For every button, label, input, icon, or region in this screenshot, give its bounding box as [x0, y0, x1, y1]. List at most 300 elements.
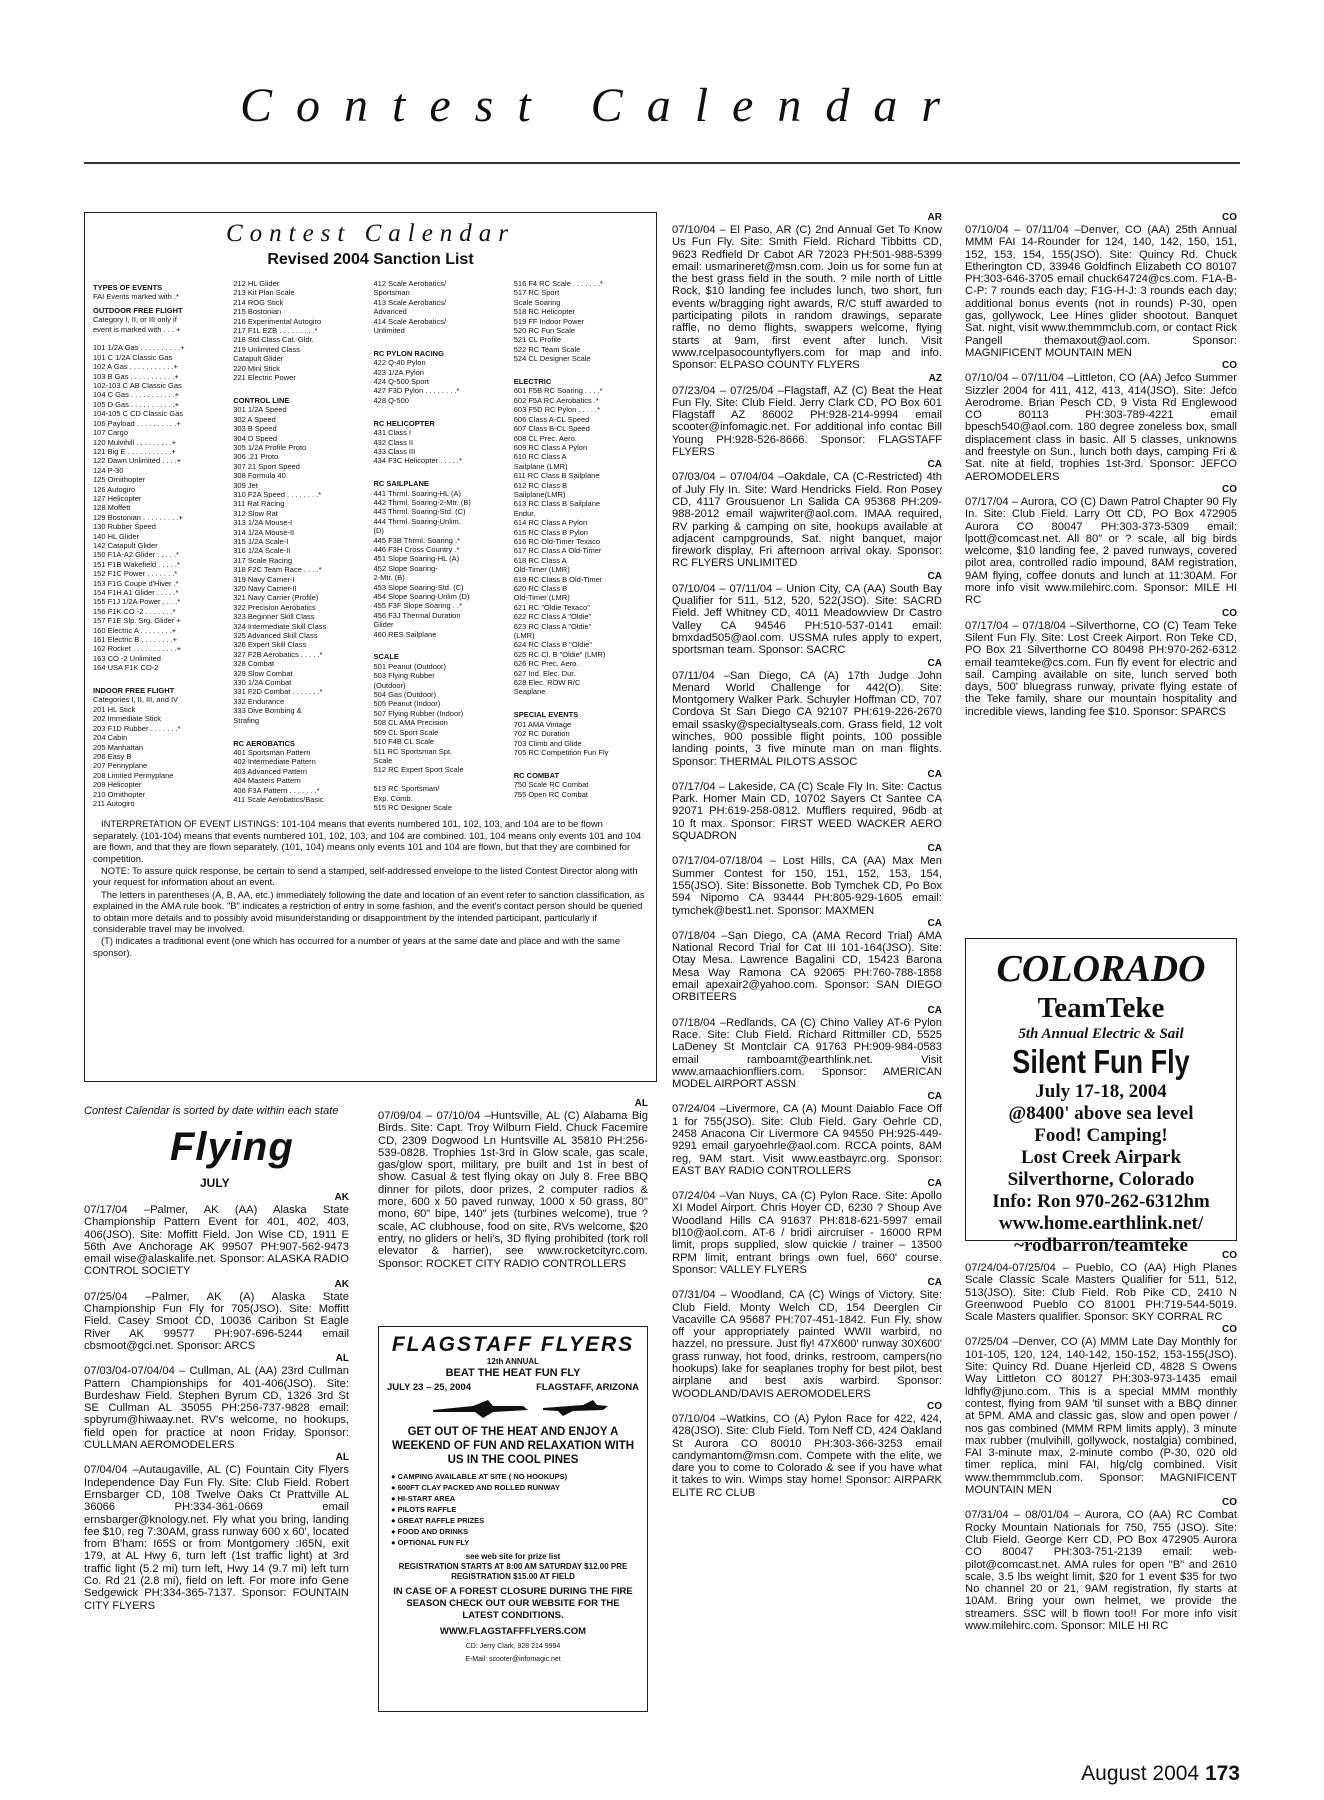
sanction-entry: Exp. Comb. — [373, 793, 413, 803]
flag-ad-bullet-text: HI-START AREA — [397, 1494, 456, 1503]
flag-ad-bullets — [391, 1471, 639, 1548]
sanction-entry: 517 RC Sport — [513, 288, 560, 298]
event-listing: 07/11/04 –San Diego, CA (A) 17th Judge John Menard World Challenge for 442(O). Site: Montgomery Walker Park. Schuyler Hoffman CD, 707 Cordova St San Diego CA 92107 PH:619-226-2670 email ssasky@specialtyseals.com. Grass field, 12 volt winches, 900 possible flight points, 100 possible landing points, 3 five minute man on man flights. Sponsor: THERMAL PILOTS ASSOC — [672, 669, 942, 768]
sanction-entry: 2-Mtr. (B) — [373, 573, 405, 583]
sanction-entry: Advanced — [373, 307, 407, 317]
sanction-entry: 750 Scale RC Combat — [513, 780, 589, 790]
co-ad-food: Food! Camping! — [1034, 1125, 1168, 1146]
sanction-entry: 755 Open RC Combat — [513, 789, 588, 799]
sanction-entry: 703 Climb and Glide — [513, 738, 582, 748]
sanction-entry: SPECIAL EVENTS — [513, 710, 579, 720]
sanction-entry: 215 Bostonian — [233, 307, 282, 317]
sanction-entry: 406 F3A Pattern . . . . . . .* — [233, 785, 320, 795]
page-footer — [1081, 1762, 1240, 1786]
month-label: JULY — [200, 1176, 230, 1190]
state-label: AL — [335, 1452, 349, 1464]
event-column-3 — [672, 212, 942, 1712]
sanction-entry: 162 Rocket . . . . . . . . . . .+ — [93, 644, 182, 654]
sanction-entry: 509 CL Sport Scale — [373, 727, 439, 737]
flag-ad-bullet-text: FOOD AND DRINKS — [397, 1527, 469, 1536]
sanction-entry: 218 Std Class Cat. Gldr. — [233, 335, 314, 345]
sanction-entry: 446 F3H Cross Country .* — [373, 544, 460, 554]
event-listing: 07/17/04 – 07/18/04 –Silverthorne, CO (C) Team Teke Silent Fun Fly. Site: Lost Creek Airport. Ron Teke CD, PO Box 21 Silverthorne CO 80498 PH:970-262-6312 email teamteke@cs.com. Fun fly event for electric and sail. Camping available on site, lunch served both days, 500' bluegrass runway, private flying estate of the Teke family, share our mountain hospitality and incredible views, landing fee $10. Sponsor: SPARCS — [965, 619, 1237, 718]
sanction-entry: 154 F1H A1 Glider . . . . .* — [93, 588, 179, 597]
sanction-entry: 620 RC Class B — [513, 584, 568, 593]
sanction-entry: Sailplane(LMR) — [513, 489, 566, 499]
event-listing: 07/10/04 – 07/11/04 –Denver, CO (AA) 25th Annual MMM FAI 14-Rounder for 124, 140, 142, 150, 151, 152, 153, 154, 155(JSO). Site: Quincy Rd. Chuck Etherington CD, 33946 Goldfinch Elizabeth CO 80107 PH:303-646-3705 email chuck64724@cs.com. F1A-B-C-P: 7 rounds each day; F1G-H-J: 3 rounds each day; additional bonus events (not in rounds) P-30, open gas, gollywock, Lee Hines glider shootout. Banquet Sat. night, visit www.themmmclub.com, or contact Rick Pangell themaxout@aol.com. Sponsor: MAGNIFICENT MOUNTAIN MEN — [965, 224, 1237, 359]
sanction-entry: Category I, II, or III only if — [93, 315, 177, 325]
sanction-entry: 515 RC Designer Scale — [373, 802, 452, 812]
sanction-entry: 433 Class III — [373, 446, 416, 456]
sanction-entry: 302 A Speed — [233, 414, 276, 424]
sanction-entry: 207 Pennyplane — [93, 761, 148, 771]
sanction-entry — [514, 697, 648, 706]
sanction-entry — [514, 364, 648, 373]
state-label: CA — [927, 768, 942, 780]
sanction-entry: 325 Advanced Skill Class — [233, 631, 318, 641]
sanction-entry — [374, 775, 508, 784]
sanction-entry: 507 Flying Rubber (Indoor) — [373, 708, 464, 718]
sanction-entry: 521 CL Profile — [513, 335, 561, 345]
sanction-entry: 306 .21 Proto — [233, 452, 279, 462]
sanction-entry: 130 Rubber Speed — [93, 522, 156, 532]
sanction-entry: 219 Unlimited Class — [233, 344, 300, 354]
sanction-entry: 312 Slow Rat — [233, 508, 278, 518]
sanction-entry: 445 F3B Thrml. Soaring .* — [373, 535, 461, 545]
state-label: AR — [927, 212, 942, 223]
sanction-entry: 122 Dawn Unlimited . . . .+ — [93, 456, 182, 466]
sanction-entry: 329 Slow Combat — [233, 668, 293, 678]
event-listing: 07/31/04 – Woodland, CA (C) Wings of Victory. Site: Club Field. Monty Welch CD, 154 Deerglen Cir Vacaville CA 95687 PH:707-451-1842. Fun Fly, show off your appropriately painted WWII warbird, no hazzel, no pressure. Just fly! 47X600' runway 30X600' grass runway, hot food, drinks, restroom, campers(no hookups) lake for seaplanes trophy for best pilot, best airplane and best axis warbird. Sponsor: WOODLAND/DAVIS AEROMODELERS — [672, 1289, 942, 1400]
sanction-entry: 206 Easy B — [93, 751, 132, 761]
sanction-entry: 202 Immediate Stick — [93, 714, 161, 724]
sanction-entry: 431 Class I — [373, 428, 412, 438]
flag-ad-bullet: ● FOOD AND DRINKS — [391, 1527, 469, 1536]
sanction-entry: RC HELICOPTER — [373, 418, 435, 428]
sanction-entry — [93, 673, 227, 682]
sanction-entry: 128 Moffett — [93, 503, 131, 513]
sanction-entry: 501 Peanut (Outdoor) — [373, 661, 447, 671]
sanction-entry: 460 RES Sailplane — [373, 629, 437, 639]
sanction-entry: 518 RC Helicopter — [513, 307, 576, 317]
sanction-entry: 308 Formula 40 — [233, 471, 286, 481]
sanction-entry: 309 Jet — [233, 480, 258, 490]
event-listing: 07/10/04 – 07/11/04 –Littleton, CO (AA) Jefco Summer Sizzler 2004 for 411, 412, 413, 414(JSO). Site: Jefco Aerodrome. Brian Pesch CD, 9 Vista Rd Englewood CO 80113 PH:303-789-4221 email bpesch540@aol.com. 180 degree zoneless box, small displacement class in basic. All 5 classes, unknowns and freestyle on Sun., lunch both days, camping Fri & Sat. nite at field, trophies 1st-3rd. Sponsor: JEFCO AEROMODELERS — [965, 372, 1237, 483]
sanction-entry: 221 Electric Power — [233, 373, 296, 383]
sanction-entry: 313 1/2A Mouse-I — [233, 518, 293, 528]
sanction-entry: 332 Endurance — [233, 696, 285, 706]
sanction-entry: 208 Limited Pennyplane — [93, 770, 174, 780]
sanction-entry: 304 D Speed — [233, 433, 278, 443]
sanction-entry: 319 Navy Carrier-I — [233, 574, 295, 584]
sanction-entry: Old-Timer (LMR) — [513, 565, 570, 575]
sanction-entry: 328 Combat — [233, 659, 275, 669]
sanction-entry: 102 A Gas . . . . . . . . . . .+ — [93, 362, 178, 372]
sanction-entry: 626 RC Prec. Aero. — [513, 659, 579, 669]
sanction-entry: OUTDOOR FREE FLIGHT — [93, 305, 183, 315]
sanction-entry: 602 F5A RC Aerobatics .* — [513, 395, 599, 405]
sanction-entry: SCALE — [373, 652, 399, 662]
footer-date: August 2004 — [1081, 1762, 1200, 1785]
sanction-entry: (D) — [373, 526, 384, 536]
sanction-entry — [93, 334, 227, 343]
sanction-entry: 142 Catapult Glider — [93, 540, 158, 550]
event-listing: 07/24/04 –Livermore, CA (A) Mount Daiablo Face Off 1 for 755(JSO). Site: Club Field. Gary Oehrle CD, 2458 Anacona Cir Livermore CA 94550 PH:925-449-9291 email garyoehrle@aol.com. RCCA points, 8AM reg, 9AM start. Visit www.eastbayrc.org. Sponsor: EAST BAY RADIO CONTROLLERS — [672, 1103, 942, 1177]
event-listing: 07/17/04 – Aurora, CO (C) Dawn Patrol Chapter 90 Fly In. Site: Club Field. Larry Ott CD, PO Box 472905 Aurora CO 80047 PH:303-373-5309 email: lpott@comcast.net. All 80" or ? scale, all big birds welcome, $10 landing fee, 2 paved runways, covered pilot area, controlled radio impound, 8AM registration, 9AM flying, coffee donuts and lunch at 11:30AM. For more info visit www.milehirc.com. Sponsor: MILE HI RC — [965, 495, 1237, 607]
sanction-entry: 213 Kit Plan Scale — [233, 288, 295, 298]
sanction-entry: INDOOR FREE FLIGHT — [93, 686, 175, 696]
sanction-entry: 441 Thrml. Soaring-HL (A) — [373, 488, 462, 498]
sanction-entry: 625 RC Cl. B "Oldie" (LMR) — [513, 649, 606, 659]
sanction-entry: 330 1/2A Combat — [233, 678, 292, 688]
sanction-entry: 103 B Gas . . . . . . . . . . .+ — [93, 371, 179, 381]
interpretation-paragraph: INTERPRETATION OF EVENT LISTINGS: 101-104 means that events numbered 101, 102, 103, and 104 are to be flown separately. (101-104) means that events numbered 101, 102, 103, and 104 are combined. 101, 104 means only events 101 and 104 are flown, and that they are flown separately. (101, 104) means only events 101 and 104 are flown, but that they are combined for competition. — [93, 818, 642, 864]
sanction-entry: 209 Helicopter — [93, 780, 142, 790]
sanction-entry: 615 RC Class B Pylon — [513, 527, 588, 537]
co-ad-altitude: @8400' above sea level — [1008, 1103, 1194, 1124]
sanction-entry: 414 Scale Aerobatics/ — [373, 316, 447, 326]
flag-ad-email: E-Mail: scooter@infomagic.net — [465, 1656, 561, 1663]
event-listing: 07/24/04 –Van Nuys, CA (C) Pylon Race. Site: Apollo XI Model Airport. Chris Hoyer CD, 6230 ? Shoup Ave Woodland Hills CA 91637 PH:818-621-5997 email bl10@aol.com. AT-6 / bridi aircruiser - 16000 RPM limit, props supplied, slow quickie / trainer – 13500 RPM limit, entrant brings own fuel, 660' course. Sponsor: VALLEY FLYERS — [672, 1190, 942, 1276]
sanction-entry: 212 HL Glider — [233, 279, 280, 288]
sanction-entry: Sportsman — [373, 288, 410, 298]
sanction-entry: 423 1/2A Pylon — [373, 367, 424, 377]
sanction-entry: Old-Timer (LMR) — [513, 593, 570, 603]
sanction-entry: 443 Thrml. Soaring-Std. (C) — [373, 507, 466, 517]
sanction-entry: 321 Navy Carrier (Profile) — [233, 593, 319, 603]
sanction-entry: 317 Scale Racing — [233, 555, 293, 565]
flag-ad-bullet: ● PILOTS RAFFLE — [391, 1505, 457, 1514]
sanction-entry: 454 Slope Soaring-Unlim (D) — [373, 592, 470, 601]
sanction-entry: 503 Flying Rubber — [373, 671, 435, 681]
sanction-entry: Sailplane (LMR) — [513, 461, 568, 471]
flag-ad-place: FLAGSTAFF, ARIZONA — [536, 1382, 639, 1393]
sanction-entry: 331 F2D Combat . . . . . . .* — [233, 687, 323, 697]
sanction-entry: 702 RC Duration — [513, 729, 570, 739]
sanction-entry: 614 RC Class A Pylon — [513, 518, 588, 528]
sanction-entry: 455 F3F Slope Soaring . .* — [373, 601, 462, 611]
co-ad-airpark: Lost Creek Airpark — [1020, 1147, 1182, 1168]
state-label: CA — [927, 657, 942, 669]
flag-ad-annual: 12th ANNUAL — [486, 1357, 540, 1366]
state-label: CA — [927, 917, 942, 929]
co-ad-url-1: www.home.earthlink.net/ — [998, 1213, 1204, 1234]
flag-ad-bullet: ● 600FT CLAY PACKED AND ROLLED RUNWAY — [391, 1483, 560, 1492]
event-column-1 — [84, 1192, 349, 1712]
state-label: CA — [927, 843, 942, 855]
sanction-entry: 140 HL Glider — [93, 531, 139, 541]
sanction-entry: 628 Elec. ROW R/C — [513, 678, 581, 688]
sanction-entry: 102-103 C AB Classic Gas — [93, 381, 182, 391]
sanction-column — [93, 279, 227, 812]
sanction-entry: 617 RC Class A Old-Timer — [513, 546, 602, 556]
sanction-entry: 510 F4B CL Scale — [373, 737, 435, 747]
flagstaff-flyers-ad — [378, 1326, 648, 1712]
sanction-entry — [374, 335, 508, 344]
state-label: CO — [1222, 483, 1237, 495]
sanction-entry: 311 Rat Racing — [233, 499, 285, 509]
flag-ad-bullet-text: 600FT CLAY PACKED AND ROLLED RUNWAY — [397, 1483, 560, 1492]
sanction-entry: event is marked with . . . + — [93, 324, 181, 334]
sanction-entry: Glider — [373, 620, 394, 630]
flag-ad-cd: CD: Jerry Clark, 928 214 9994 — [465, 1643, 561, 1650]
sanction-entry: 452 Slope Soaring- — [373, 563, 438, 573]
sanction-entry: Scale Soaring — [513, 297, 561, 307]
flag-ad-bullet: ● CAMPING AVAILABLE AT SITE ( NO HOOKUPS) — [391, 1472, 568, 1481]
flag-ad-bullet: ● HI-START AREA — [391, 1494, 456, 1503]
interpretation-paragraph: (T) indicates a traditional event (one which has occurred for a number of years at the same date and place and with the same sponsor). — [93, 935, 621, 958]
sanction-entry: 120 Mulvihill . . . . . . . . .+ — [93, 437, 177, 447]
sanction-entry: 427 F3D Pylon . . . . . . . .* — [373, 386, 460, 396]
event-listing: 07/04/04 –Autaugaville, AL (C) Fountain City Flyers Independence Day Fun Fly. Site: Club Field. Robert Ernsbarger CD, 108 Twelve Oaks Ct Prattville AL 36066 PH:334-361-0669 email ernsbarger@knology.net. Fly what you bring, landing fee $10, reg 7:30AM, grass runway 600 x 60', located from B'ham: I65S or from Montgomery :I65N, exit 179, at AL Hwy 6, turn left (1st traffic light) at 3rd traffic light (5.2 mi) turn left, Hwy 14 (9.7 mi) left turn Co. Rd 21 (2.8 mi), field on left. For more info Gene Sedgewick PH:334-365-7137. Sponsor: FOUNTAIN CITY FLYERS — [84, 1464, 349, 1612]
sanction-entry: 107 Cargo — [93, 428, 129, 438]
event-listing: 07/09/04 – 07/10/04 –Huntsville, AL (C) Alabama Big Birds. Site: Capt. Troy Wilburn Field. Chuck Facemire CD, 2309 Dogwood Ln Huntsville AL 35810 PH:256-539-0828. Trophies 1st-3rd in Glow scale, gas scale, gas/glow sport, military, pre built and 1st in best of show. Casual & test flying okay on July 8. Free BBQ dinner for pilots, door prizes, 2 computer radios & more, 600 x 50 paved runway, 1000 x 50 grass, 80" mono, 60" bipe, 140" jets (turbines welcome), true ? scale, AC clubhouse, food on site, RVs welcome, $20 entry, no gliders or heli's, 3D flying prohibited (tork roll elevator & harrier), see www.rocketcityrc.com. Sponsor: ROCKET CITY RADIO CONTROLLERS — [378, 1110, 648, 1270]
sanction-entry: 624 RC Class B "Oldie" — [513, 640, 593, 650]
sanction-entry: 609 RC Class A Pylon — [513, 442, 588, 452]
page-number: 173 — [1204, 1762, 1240, 1785]
flag-ad-dates: JULY 23 – 25, 2004 — [387, 1382, 471, 1393]
sanction-entry: RC SAILPLANE — [373, 479, 429, 489]
sanction-entry: 150 F1A-A2 Glider . . . . .* — [93, 550, 179, 560]
event-listing: 07/18/04 –San Diego, CA (AMA Record Trial) AMA National Record Trial for Cat III 101-164(JSO). Site: Otay Mesa. Lawrence Bagalini CD, 15423 Barona Mesa Way Ramona CA 92065 PH:760-788-1858 email apexair2@yahoo.com. Sponsor: SAN DIEGO ORBITEERS — [672, 929, 942, 1004]
sanction-entry: 327 F2B Aerobatics . . . . .* — [233, 649, 323, 659]
sanction-entry: 401 Sportsman Pattern — [233, 747, 311, 757]
sanction-entry: 201 HL Stick — [93, 704, 136, 714]
sanction-entry: 217 F1L EZB . . . . . . . . .* — [233, 326, 318, 336]
sanction-entry: 611 RC Class B Sailplane — [513, 471, 600, 481]
sanction-entry: 612 RC Class B — [513, 480, 568, 490]
sorted-note: Contest Calendar is sorted by date within each state — [84, 1105, 339, 1117]
teamteke-ad — [965, 938, 1237, 1256]
sanction-entry: RC COMBAT — [513, 770, 560, 780]
event-listing: 07/24/04-07/25/04 – Pueblo, CO (AA) High Planes Scale Classic Scale Masters Qualifier for 511, 512, 513(JSO). Site: Club Field. Rob Pike CD, 2410 N Greenwood Pueblo CO 81001 PH:719-544-5019. Scale Masters qualifier. Sponsor: SKY CORRAL RC — [965, 1262, 1237, 1324]
sanction-entry: 607 Class B-CL Speed — [513, 424, 590, 434]
sanction-subtitle: Revised 2004 Sanction List — [267, 251, 474, 268]
interpretation-notes — [93, 818, 648, 958]
sanction-entry: FAI Events marked with .* — [93, 292, 179, 302]
sanction-entry: 121 Big E . . . . . . . . . . .+ — [93, 446, 176, 456]
sanction-entry — [374, 405, 508, 414]
sanction-entry: ELECTRIC — [513, 377, 552, 387]
state-label: CA — [927, 1004, 942, 1016]
flag-ad-subtitle: BEAT THE HEAT FUN FLY — [445, 1367, 581, 1379]
flag-ad-prize-note: see web site for prize list — [465, 1552, 561, 1561]
event-column-4 — [965, 212, 1237, 932]
sanction-entry — [514, 757, 648, 766]
sanction-entry: 622 RC Class A "Oldie" — [513, 612, 592, 622]
section-heading: Flying — [170, 1125, 294, 1169]
co-ad-event: Silent Fun Fly — [1012, 1043, 1190, 1080]
state-label: CO — [1222, 1497, 1237, 1509]
sanction-entry: 623 RC Class A "Oldie" — [513, 621, 592, 631]
sanction-entry: 156 F1K CO -2 . . . . . . .* — [93, 606, 176, 616]
sanction-entry: Strafing — [233, 715, 260, 725]
sanction-entry: 451 Slope Soaring-HL (A) — [373, 554, 460, 564]
sanction-entry: 101 1/2A Gas . . . . . . . . . .+ — [93, 343, 185, 353]
state-label: CA — [927, 1091, 942, 1103]
sanction-entry: 124 P-30 — [93, 465, 124, 475]
sanction-entry: 303 B Speed — [233, 424, 277, 434]
sanction-entry: 422 Q-40 Pylon — [373, 358, 426, 368]
sanction-entry: 153 F1G Coupe d'Hiver .* — [93, 578, 179, 588]
flag-ad-bullet: ● GREAT RAFFLE PRIZES — [391, 1516, 485, 1525]
sanction-entry: CONTROL LINE — [233, 395, 290, 405]
sanction-entry: 627 Ind. Elec. Dur. — [513, 668, 576, 678]
sanction-entry: 402 Intermediate Pattern — [233, 757, 316, 767]
sanction-entry: 203 F1D Rubber . . . . . . .* — [93, 723, 181, 733]
sanction-entry: 220 Mini Stick — [233, 363, 280, 373]
state-label: AZ — [928, 372, 942, 384]
event-listing: 07/10/04 – El Paso, AR (C) 2nd Annual Get To Know Us Fun Fly. Site: Smith Field. Richard Tibbitts CD, 9623 Redfield Dr Cabot AR 72023 PH:501-988-5399 email: usmarineret@msn.com. Join us for some fun at the best grass field in the south. ? mile north of Little Rock, $10 landing fee includes lunch, two short, fun events w/bragging right awards, R/C stuff awarded to participating pilots in random drawings, separate raffle, no demo flights, swappers welcome, flying starts at 9am, first event after lunch. Visit www.rcelpasocountyflyers.com for map and info. Sponsor: ELPASO COUNTY FLYERS — [672, 224, 942, 372]
co-ad-info: Info: Ron 970-262-6312hm — [992, 1191, 1210, 1212]
sanction-entry: 323 Beginner Skill Class — [233, 612, 315, 622]
sanction-entry: 621 RC "Oldie Texaco" — [513, 602, 590, 612]
flag-ad-title: FLAGSTAFF FLYERS — [391, 1333, 635, 1356]
event-listing: 07/25/04 –Denver, CO (A) MMM Late Day Monthly for 101-105, 120, 124, 140-142, 150-152, 153-155(JSO). Site: Quincy Rd. Duane Hjerleid CD, 4828 S Owens Way Littleton CO 80127 PH:303-973-1435 email ldhfly@juno.com. This is a special MMM monthly contest, flying from 9AM 'til sunset with a BBQ dinner at 5PM. AMA and classic gas, slow and open power / nos gas combined (MMM RPM limits apply), 3 minute max rubber (mulvihill, gollywock, nostalgia) combined, FAI 3-minute max, 2-minute combo (P-30, 020 old timer replica, mini FAI, hlg/clg combined. Visit www.themmmclub.com. Sponsor: MAGNIFICENT MOUNTAIN MEN — [965, 1336, 1237, 1497]
sanction-entry: 160 Electric A . . . . . . . .+ — [93, 625, 177, 635]
sanction-entry — [233, 725, 367, 734]
sanction-entry: 453 Slope Soaring-Std. (C) — [373, 582, 464, 592]
sanction-entry: 216 Experimental Autogiro — [233, 316, 322, 326]
sanction-entry: 204 Cabin — [93, 733, 128, 743]
event-column-5 — [965, 1250, 1237, 1730]
sanction-entry: 106 Payload . . . . . . . . . .+ — [93, 418, 181, 428]
sanction-entry: 104-105 C CD Classic Gas — [93, 409, 184, 419]
sanction-entry: 315 1/2A Scale-I — [233, 536, 289, 546]
sanction-entry: Categories I, II, III, and IV — [93, 695, 179, 705]
sanction-entry: 305 1/2A Profile Proto — [233, 442, 307, 452]
sanction-entry: 324 Intermediate Skill Class — [233, 621, 327, 631]
sanction-entry: TYPES OF EVENTS — [93, 283, 163, 292]
sanction-entry: 610 RC Class A — [513, 452, 567, 462]
event-listing: 07/10/04 – 07/11/04 – Union City, CA (AA) South Bay Qualifier for 511, 512, 520, 522(JSO). Site: SACRD Field. Jeff Whitney CD, 4011 Meadowview Dr Castro Valley CA 94546 PH:510-537-0141 email: bmxdad505@aol.com. USSMA rules apply to expert, sportsman team. Sponsor: SACRC — [672, 582, 942, 657]
event-listing: 07/17/04-07/18/04 – Lost Hills, CA (AA) Max Men Summer Contest for 150, 151, 152, 153, 154, 155(JSO). Site: Bissonette. Bob Tymchek CD, Po Box 594 Nipomo CA 93444 PH:805-929-1605 email: tymchek@best1.net. Sponsor: MAXMEN — [672, 855, 942, 917]
state-label: CA — [927, 1178, 942, 1190]
sanction-entry: 505 Peanut (Indoor) — [373, 699, 441, 709]
sanction-entry: 310 F2A Speed . . . . . . . .* — [233, 489, 322, 499]
sanction-entry: 701 AMA Vintage — [513, 719, 572, 729]
event-listing: 07/23/04 – 07/25/04 –Flagstaff, AZ (C) Beat the Heat Fun Fly. Site: Club Field. Jerry Clark CD, PO Box 601 Flagstaff AZ 86002 PH:928-214-9994 email scooter@infomagic.net. For additional info contac Bill Young PH:928-526-8666. Sponsor: FLAGSTAFF FLYERS — [672, 384, 942, 459]
sanction-entry: Catapult Glider — [233, 354, 284, 364]
sanction-entry — [374, 639, 508, 648]
sanction-entry: (Outdoor) — [373, 680, 406, 690]
event-listing: 07/17/04 – Lakeside, CA (C) Scale Fly In. Site: Cactus Park. Homer Main CD, 10702 Sayers Ct Santee CA 92071 PH:619-258-0812. Mufflers required, 96db at 10 ft max. Sponsor: FIRST WEED WACKER AERO SQUADRON — [672, 780, 942, 843]
sanction-entry: 322 Precision Aerobatics — [233, 602, 316, 612]
sanction-entry: 161 Electric B . . . . . . . .+ — [93, 635, 177, 645]
sanction-entry: 125 Ornithopter — [93, 475, 146, 485]
flag-ad-closure: IN CASE OF A FOREST CLOSURE DURING THE FIRE SEASON CHECK OUT OUR WEBSITE FOR THE LATEST CONDITIONS. — [393, 1586, 633, 1621]
sanction-entry: 520 RC Fun Scale — [513, 326, 576, 336]
sanction-entry: 519 FF Indoor Power — [513, 316, 585, 326]
sanction-entry: 126 Autogiro — [93, 484, 136, 494]
sanction-entry: 432 Class II — [373, 437, 414, 447]
sanction-entry: 129 Bostonian . . . . . . . . .+ — [93, 512, 183, 522]
sanction-title: Contest Calendar — [225, 220, 516, 247]
interpretation-paragraph: The letters in parentheses (A, B, AA, etc.) immediately following the date and location of an event refer to sanction classification, as explained in the AMA rule book. "B" indicates a restriction of entry in some fashion, and the event's contact person should be queried to obtain more details and to possibly avoid misunderstanding or disappointment by the intended participant, particularly if considerable travel may be involved. — [93, 888, 645, 934]
sanction-entry: 164 USA F1K CO-2 — [93, 663, 159, 673]
sanction-entry: 314 1/2A Mouse-II — [233, 527, 295, 537]
sanction-entry: 705 RC Competition Fun Fly — [513, 747, 609, 757]
event-listing: 07/17/04 –Palmer, AK (AA) Alaska State Championship Pattern Event for 401, 402, 403, 406(JSO). Site: Moffitt Field. Jon Wise CD, 1911 E 56th Ave Anchorage AK 99507 PH:907-562-9473 email wise@alaskalife.net. Sponsor: ALASKA RADIO CONTROL SOCIETY — [84, 1204, 349, 1278]
sanction-entry: 320 Navy Carrier-II — [233, 584, 297, 593]
co-ad-town: Silverthorne, Colorado — [1007, 1169, 1195, 1190]
sanction-entry: 618 RC Class A — [513, 555, 567, 565]
sanction-entry: 444 Thrml. Soaring-Unlim. — [373, 516, 461, 526]
sanction-entry: 424 Q-500 Sport — [373, 377, 429, 387]
sanction-entry: 512 RC Expert Sport Scale — [373, 765, 464, 775]
state-label: CO — [1222, 607, 1237, 619]
sanction-entry: 616 RC Old-Timer Texaco — [513, 536, 601, 546]
sanction-list-box — [84, 212, 657, 1082]
flag-ad-bullet-text: OPTIONAL FUN FLY — [397, 1538, 470, 1547]
sanction-entry: 318 F2C Team Race . . . .* — [233, 565, 322, 575]
airplanes-illustration-icon — [413, 1396, 613, 1420]
sanction-entry: 210 Ornithopter — [93, 789, 146, 799]
sanction-entry: 211 Autogiro — [93, 798, 135, 808]
state-label: CO — [1222, 1250, 1237, 1261]
sanction-entry: 151 F1B Wakefield . . . . .* — [93, 559, 180, 569]
co-ad-dates: July 17-18, 2004 — [1035, 1081, 1167, 1102]
sanction-entry: 513 RC Sportsman/ — [373, 784, 440, 794]
co-ad-url-2: ~rodbarron/teamteke — [1014, 1235, 1188, 1256]
sanction-entry: Seaplane — [513, 687, 546, 697]
sanction-column — [514, 279, 648, 812]
sanction-entry: 434 F3C Helicopter . . . . .* — [373, 456, 462, 466]
sanction-entry: 326 Expert Skill Class — [233, 640, 307, 650]
sanction-entry: 411 Scale Aerobatics/Basic — [233, 794, 324, 804]
sanction-entry: 601 F5B RC Soaring . . . .* — [513, 386, 603, 396]
sanction-entry: 456 F3J Thermal Duration — [373, 610, 461, 620]
event-listing: 07/10/04 –Watkins, CO (A) Pylon Race for 422, 424, 428(JSO). Site: Club Field. Tom Neff CD, 424 Oakland St Aurora CO 80010 PH:303-366-3253 email candymantom@msn.com. Compete with the elite, we dare you to come to Colorado & see if you have what it takes to win. Wimps stay home! Sponsor: AIRPARK ELITE RC CLUB — [672, 1412, 942, 1499]
sanction-entry: 606 Class A-CL Speed — [513, 414, 590, 424]
sanction-entry: Scale — [373, 755, 393, 765]
sanction-entry: 516 F4 RC Scale . . . . . . .* — [513, 279, 603, 288]
sanction-entry: 412 Scale Aerobatics/ — [373, 279, 447, 288]
sanction-entry: 155 F1J 1/2A Power . . . .* — [93, 597, 181, 607]
sanction-entry: (LMR) — [513, 631, 535, 641]
sanction-entry: 613 RC Class B Sailplane — [513, 499, 601, 509]
state-label: CO — [1222, 212, 1237, 223]
sanction-entry: 152 F1C Power . . . . . . .* — [93, 569, 178, 579]
event-listing: 07/25/04 –Palmer, AK (A) Alaska State Championship Fun Fly for 705(JSO). Site: Moffitt Field. Casey Smoot CD, 10036 Caribon St Eagle River AK 99577 PH:907-696-5244 email cbsmoot@gci.net. Sponsor: ARCS — [84, 1290, 349, 1352]
sanction-entry: 522 RC Team Scale — [513, 344, 581, 354]
co-ad-state: COLORADO — [996, 948, 1206, 990]
state-label: CO — [1222, 1324, 1237, 1336]
sanction-entry: 316 1/2A Scale-II — [233, 546, 291, 556]
sanction-entry: 301 1/2A Speed — [233, 405, 287, 415]
flag-ad-registration: REGISTRATION STARTS AT 8:00 AM SATURDAY $12.00 PRE REGISTRATION $15.00 AT FIELD — [398, 1562, 628, 1581]
sanction-entry: 524 CL Designer Scale — [513, 354, 591, 364]
co-ad-team: TeamTeke — [1037, 992, 1165, 1024]
sanction-entry: 619 RC Class B Old-Timer — [513, 574, 603, 584]
state-label: CA — [927, 570, 942, 582]
sanction-entry: 442 Thrml. Soaring-2-Mtr. (B) — [373, 497, 471, 507]
state-label: CO — [927, 1400, 942, 1412]
sanction-entry: RC PYLON RACING — [373, 348, 444, 358]
sanction-entry: 307 21 Sport Speed — [233, 461, 300, 471]
sanction-entry: 214 ROG Stick — [233, 297, 284, 307]
sanction-entry: 163 CO -2 Unlimited — [93, 653, 161, 663]
sanction-entry: 511 RC Sportsman Spt. — [373, 746, 453, 756]
sanction-entry: 608 CL Prec. Aero. — [513, 433, 577, 443]
state-label: AL — [634, 1098, 648, 1109]
flag-ad-bullet-text: CAMPING AVAILABLE AT SITE ( NO HOOKUPS) — [397, 1472, 568, 1481]
sanction-entry: 403 Advanced Pattern — [233, 766, 308, 776]
flag-ad-headline: GET OUT OF THE HEAT AND ENJOY A WEEKEND OF FUN AND RELAXATION WITH US IN THE COOL PINES — [391, 1426, 635, 1466]
sanction-entry: Unlimited — [373, 326, 405, 336]
event-listing: 07/03/04 – 07/04/04 –Oakdale, CA (C-Restricted) 4th of July Fly In. Site: Ward Hendricks Field. Ron Posey CD, 4117 Grousuenor Ln Salida CA 95368 PH:209-988-2012 email wajwriter@aol.com. IMAA required, RV parking & camping on site, hookups available at adjacent campgrounds, Sat. night banquet, major firework display, Fri afternoon arrival okay. Sponsor: RC FLYERS UNLIMITED — [672, 471, 942, 570]
flag-ad-bullet: ● OPTIONAL FUN FLY — [391, 1538, 470, 1547]
